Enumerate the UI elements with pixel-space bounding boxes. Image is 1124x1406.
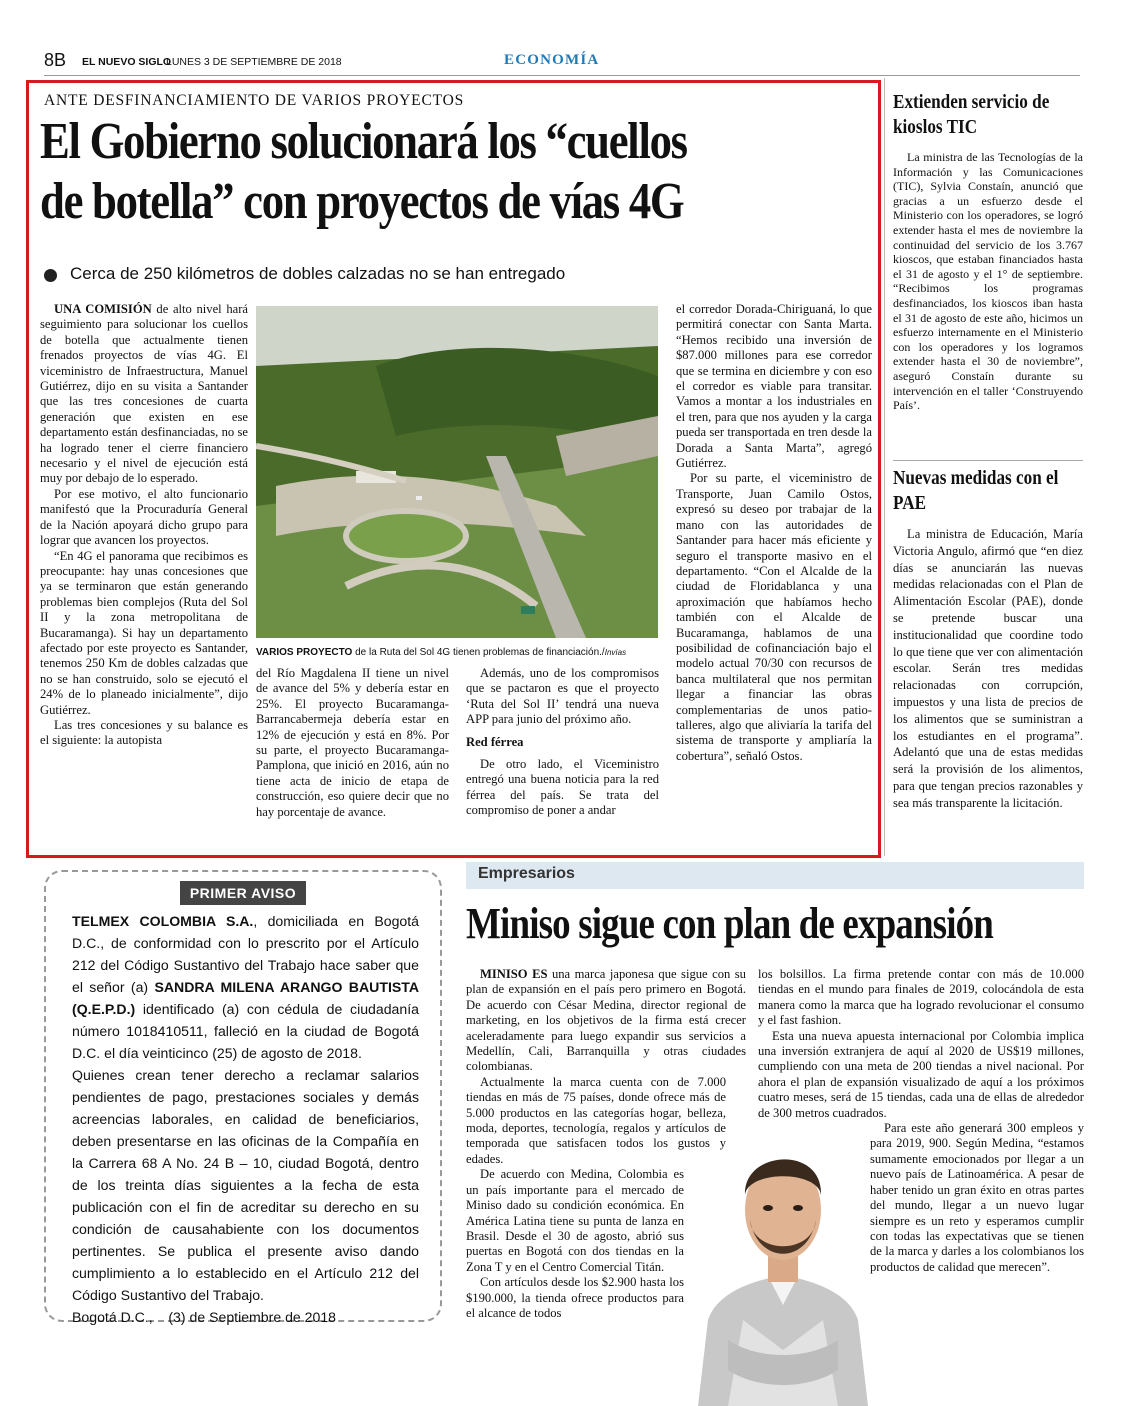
lead-in: MINISO ES	[480, 967, 548, 981]
paragraph: Las tres concesiones y su balance es el siguiente: la autopista	[40, 717, 248, 748]
paragraph: del Río Magdalena II tiene un nivel de avance del 5% y debería estar en 25%. El proyecto Bucaramanga-Barrancabermeja debería estar en 12% de ejecución y está en 8%. Por su parte, el proyecto Bucaramanga-Pamplona, que inició en 2016, aún no tiene acta de inicio de etapa de construcción, eso quiere decir que no hay porcentaje de avance.	[256, 666, 449, 819]
section-title: ECONOMÍA	[504, 52, 600, 68]
story-subhead: Cerca de 250 kilómetros de dobles calzadas no se han entregado	[70, 264, 566, 283]
notice-text: , domiciliada en Bogotá D.C., de conformidad con lo prescrito por el Artículo 212 del Código Sustantivo del Trabajo hace saber que el señor (a)	[72, 913, 419, 995]
paragraph	[72, 910, 419, 1064]
photo-caption	[256, 646, 666, 659]
headline-line-2: de botella” con proyectos de vías 4G	[40, 173, 684, 230]
paragraph: Quienes crean tener derecho a reclamar salarios pendientes de pago, prestaciones sociales y demás acreencias laborales, en calidad de beneficiarios, deben presentarse en las oficinas de la Compañía en la Carrera 68 A No. 24 B – 10, ciudad Bogotá, dentro de los treinta días siguientes a la fecha de esta publicación con el fin de acreditar su derecho en su condición de causahabiente con los documentos pertinentes. Se publica el presente aviso dando cumplimiento a lo establecido en el Artículo 212 del Código Sustantivo del Trabajo.	[72, 1067, 419, 1303]
photo-credit: Invías	[604, 648, 627, 657]
paragraph: Por ese motivo, el alto funcionario manifestó que la Procuraduría General de la Nación apoyará dicho grupo para lograr que avancen los proyectos.	[40, 486, 248, 548]
caption-lead: VARIOS PROYECTO	[256, 647, 353, 658]
paragraph: De otro lado, el Viceministro entregó una buena noticia para la red férrea del país. Se trata del compromiso de poner a andar	[466, 757, 659, 818]
story-headline: Miniso sigue con plan de expansión	[466, 899, 993, 948]
headline-line-1: El Gobierno solucionará los “cuellos	[40, 113, 687, 170]
notice-text: identificado (a) con cédula de ciudadanía número 1018410511, falleció en la ciudad de Bogotá D.C. el día veinticinco (25) de agosto de 2018.	[72, 1001, 419, 1061]
section-subhead: Red férrea	[466, 734, 524, 749]
sidebar-separator	[893, 460, 1083, 461]
paragraph: “En 4G el panorama que recibimos es preocupante: hay unas concesiones que ya se terminaron que están generando problemas bien complejos (Ruta del Sol II y la zona metropolitana de Bucaramanga). Si hay un departamento afectado por este proyecto es Santander, tenemos 250 Km de dobles calzadas que no se han construido, solo se ejecutó el 24% de lo planeado inicialmente”, dijo Gutiérrez.	[40, 548, 248, 717]
sidebar-story-title: Extienden servicio de kioslos TIC	[893, 92, 1050, 138]
paragraph: La ministra de Educación, María Victoria Angulo, afirmó que “en diez días se anunciarán las nuevas medidas relacionadas con el Plan de Alimentación Escolar (PAE), donde se pretende buscar una institucionalidad que coordine todo lo que tiene que ver con alimentación escolar. Serán tres medidas relacionadas con corrupción, impuestos y una lista de precios de los alimentos que se suministran a los estudiantes en el programa”. Adelantó que una de estas medidas será la provisión de los alimentos, para que tengan precios razonables y sea más transparente la licitación.	[893, 527, 1083, 810]
sidebar-divider	[884, 78, 885, 856]
story-column-1	[40, 302, 248, 749]
highway-interchange-photo	[256, 306, 658, 638]
paragraph: La ministra de las Tecnologías de la Información y las Comunicaciones (TIC), Sylvia Constaín, anunció que gracias a un esfuerzo desde el Ministerio con los operadores, se logró extender hasta el mes de noviembre la continuidad del servicio de los 3.767 kioscos, que estaban financiados hasta el 31 de agosto y el 1° de septiembre. “Recibimos los programas desfinanciados, los kioscos iban hasta el 31 de agosto de este año, hicimos un esfuerzo internamente en el Ministerio con los operadores y los logramos extender hasta el 30 de noviembre”, aseguró Constaín durante su intervención en el taller ‘Construyendo País’.	[893, 150, 1083, 413]
paragraph-text: una marca japonesa que sigue con su plan de expansión en el país pero primero en Bogotá. De acuerdo con César Medina, director regional de marketing, en los objetivos de la firma está crecer aceleradamente para luego expandir sus servicios a Medellín, Cali, Barranquilla y otras ciudades colombianas.	[466, 967, 746, 1074]
paragraph: De acuerdo con Medina, Colombia es un país importante para el mercado de Miniso dado su condición económica. En América Latina tiene su punta de lanza en Brasil. Desde el 30 de agosto, abrió sus puertas en Bogotá con dos tiendas en la Zona T y en el Centro Comercial Titán.	[466, 1167, 684, 1274]
lead-in: UNA COMISIÓN	[54, 302, 152, 316]
paragraph: el corredor Dorada-Chiriguaná, lo que permitirá conectar con Santa Marta. “Hemos recibido una inversión de $87.000 millones para ese corredor que se termina en diciembre y con eso el corredor es viable para transitar. Vamos a montar a los industriales en el tren, para que nos ayuden y la carga pueda ser transportada en tren desde la Dorada a Santa Marta”, agregó Gutiérrez.	[676, 302, 872, 471]
paragraph: Además, uno de los compromisos que se pactaron es que el proyecto ‘Ruta del Sol II’ tendrá una nueva APP para junio del próximo año.	[466, 666, 659, 727]
sidebar-story-body	[893, 150, 1083, 413]
story-kicker: ANTE DESFINANCIAMIENTO DE VARIOS PROYECTOS	[44, 92, 464, 109]
story-column-2	[256, 666, 449, 820]
story-headline	[40, 112, 762, 232]
paragraph: Para este año generará 300 empleos y para 2019, 900. Según Medina, “estamos sumamente emocionados por llegar a un nuevo país de Latinoamérica. A pesar de haber tenido un gran éxito en otras partes del mundo, llegar a un nuevo lugar siempre es un reto y esperamos cumplir con todas las expectativas que se tienen de la marca y darles a los colombianos los productos de calidad que merecen”.	[870, 1121, 1084, 1274]
section-label: Empresarios	[478, 865, 575, 882]
page-number: 8B	[44, 50, 67, 70]
company-name: TELMEX COLOMBIA S.A.	[72, 913, 254, 929]
paragraph-text: de alto nivel hará seguimiento para solucionar los cuellos de botella que actualmente tienen frenados proyectos de vías 4G. El viceministro de Infraestructura, Manuel Gutiérrez, dijo en su visita a Santander que las tres concesiones de cuarta generación que existen en ese departamento están desfinanciadas, no se ha logrado tener el cierre financiero necesario y el nivel de ejecución está muy por debajo de lo esperado.	[40, 302, 249, 486]
paragraph: Con artículos desde los $2.900 hasta los $190.000, la tienda ofrece productos para el alcance de todos	[466, 1275, 684, 1320]
deceased-name: SANDRA MILENA ARANGO BAUTISTA (Q.E.P.D.)	[72, 979, 419, 1017]
paragraph	[466, 967, 746, 1075]
paragraph: Actualmente la marca cuenta con de 7.000 tiendas en más de 75 países, donde ofrece más de 5.000 productos en las categorías hogar, belleza, moda, deportes, tecnología, regalos y artículos de temporada que satisfacen todos los gustos y edades.	[466, 1074, 726, 1166]
story-column-4	[676, 302, 872, 764]
sidebar-story-title: Nuevas medidas con el PAE	[893, 468, 1059, 514]
story-column-3	[466, 666, 659, 819]
bullet-icon	[44, 269, 57, 282]
notice-signature: Bogotá D.C., (3) de Septiembre de 2018	[72, 1309, 337, 1325]
sidebar-story-body	[893, 526, 1083, 812]
issue-date: LUNES 3 DE SEPTIEMBRE DE 2018	[166, 56, 342, 68]
newspaper-name: EL NUEVO SIGLO	[82, 56, 172, 68]
legal-notice-text	[72, 910, 419, 1328]
paragraph: los bolsillos. La firma pretende contar con más de 10.000 tiendas en el mundo para finales de 2019, colocándola de esta manera como la marca que ha logrado revolucionar el consumo y el fast fashion.	[758, 967, 1084, 1028]
header-divider	[44, 75, 1080, 76]
paragraph: Esta una nueva apuesta internacional por Colombia implica una inversión extranjera de aquí al 2020 de US$19 millones, cumpliendo con una meta de 200 tiendas a nivel nacional. Por ahora el plan de expansión visualizado de aquí a los próximos cuatro meses, será de 15 tiendas, cada una de ellas de alrededor de 300 metros cuadrados.	[758, 1028, 1084, 1120]
spokesman-portrait	[688, 1090, 878, 1406]
paragraph: Por su parte, el viceministro de Transporte, Juan Camilo Ostos, expresó su deseo por trabajar de la mano con las autoridades de Santander para hacer más eficiente y seguro el transporte masivo en el departamento. “Con el Alcalde de la ciudad de Floridablanca y una aproximación que habíamos hecho también con el Alcalde de Bucaramanga, hablamos de una posibilidad de cofinanciación bajo el modelo actual 70/30 con recursos de banca multilateral que nos permitan llegar a financiar las obras complementarias de unos patio- talleres, algo que aliviaría la tarifa del sistema de transporte y ampliaría la cobertura”, señaló Ostos.	[676, 471, 872, 763]
paragraph	[40, 302, 248, 487]
caption-text: de la Ruta del Sol 4G tienen problemas de financiación./	[352, 647, 605, 658]
notice-badge: PRIMER AVISO	[180, 881, 306, 905]
